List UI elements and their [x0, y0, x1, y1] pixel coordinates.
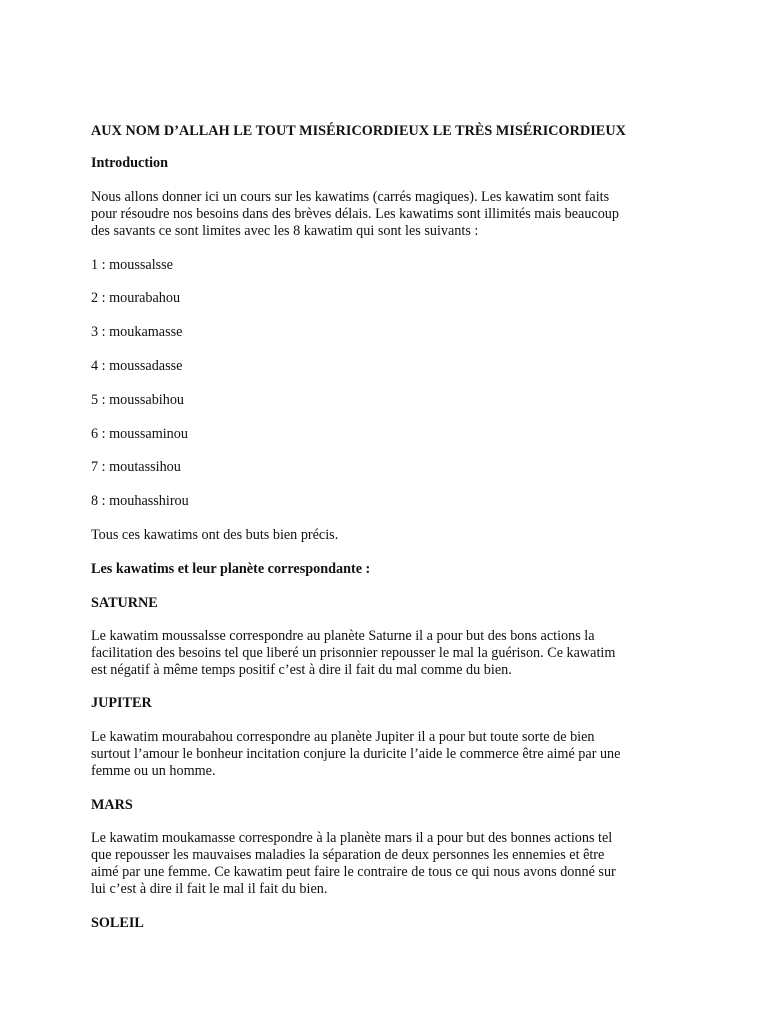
section-paragraph-saturne	[91, 628, 691, 679]
intro-line: pour résoudre nos besoins dans des brèves délais. Les kawatims sont illimités mais beaucoup	[91, 206, 619, 222]
section-heading-mars: MARS	[91, 797, 133, 813]
list-item: 4 : moussadasse	[91, 358, 183, 374]
paragraph-line: aimé par une femme. Ce kawatim peut faire le contraire de tous ce qui nous avons donné sur	[91, 864, 616, 880]
list-item: 6 : moussaminou	[91, 426, 188, 442]
list-item: 8 : mouhasshirou	[91, 493, 189, 509]
list-item: 7 : moutassihou	[91, 459, 181, 475]
paragraph-line: surtout l’amour le bonheur incitation conjure la duricite l’aide le commerce être aimé par une	[91, 746, 621, 762]
planets-heading: Les kawatims et leur planète correspondante :	[91, 561, 371, 577]
section-heading-saturne: SATURNE	[91, 595, 158, 611]
paragraph-line: Le kawatim mourabahou correspondre au planète Jupiter il a pour but toute sorte de bien	[91, 729, 595, 745]
paragraph-line: lui c’est à dire il fait le mal il fait du bien.	[91, 881, 328, 897]
intro-line: des savants ce sont limites avec les 8 kawatim qui sont les suivants :	[91, 223, 479, 239]
paragraph-line: est négatif à même temps positif c’est à dire il fait du mal comme du bien.	[91, 662, 512, 678]
paragraph-line: Le kawatim moussalsse correspondre au planète Saturne il a pour but des bons actions la	[91, 628, 595, 644]
after-list-text: Tous ces kawatims ont des buts bien précis.	[91, 527, 339, 543]
list-item: 2 : mourabahou	[91, 290, 181, 306]
document-title: AUX NOM D’ALLAH LE TOUT MISÉRICORDIEUX LE TRÈS MISÉRICORDIEUX	[91, 123, 626, 139]
intro-paragraph	[91, 189, 691, 240]
intro-heading: Introduction	[91, 155, 168, 171]
section-heading-jupiter: JUPITER	[91, 695, 152, 711]
paragraph-line: que repousser les mauvaises maladies la séparation de deux personnes les ennemies et être	[91, 847, 605, 863]
paragraph-line: facilitation des besoins tel que liberé un prisonnier repousser le mal la guérison. Ce kawatim	[91, 645, 616, 661]
list-item: 3 : moukamasse	[91, 324, 183, 340]
document-page	[91, 0, 691, 1024]
list-item: 1 : moussalsse	[91, 257, 173, 273]
intro-line: Nous allons donner ici un cours sur les kawatims (carrés magiques). Les kawatim sont faits	[91, 189, 610, 205]
list-item: 5 : moussabihou	[91, 392, 185, 408]
paragraph-line: Le kawatim moukamasse correspondre à la planète mars il a pour but des bonnes actions tel	[91, 830, 613, 846]
section-heading-soleil: SOLEIL	[91, 915, 144, 931]
paragraph-line: femme ou un homme.	[91, 763, 216, 779]
section-paragraph-mars	[91, 830, 691, 898]
section-paragraph-jupiter	[91, 729, 691, 780]
